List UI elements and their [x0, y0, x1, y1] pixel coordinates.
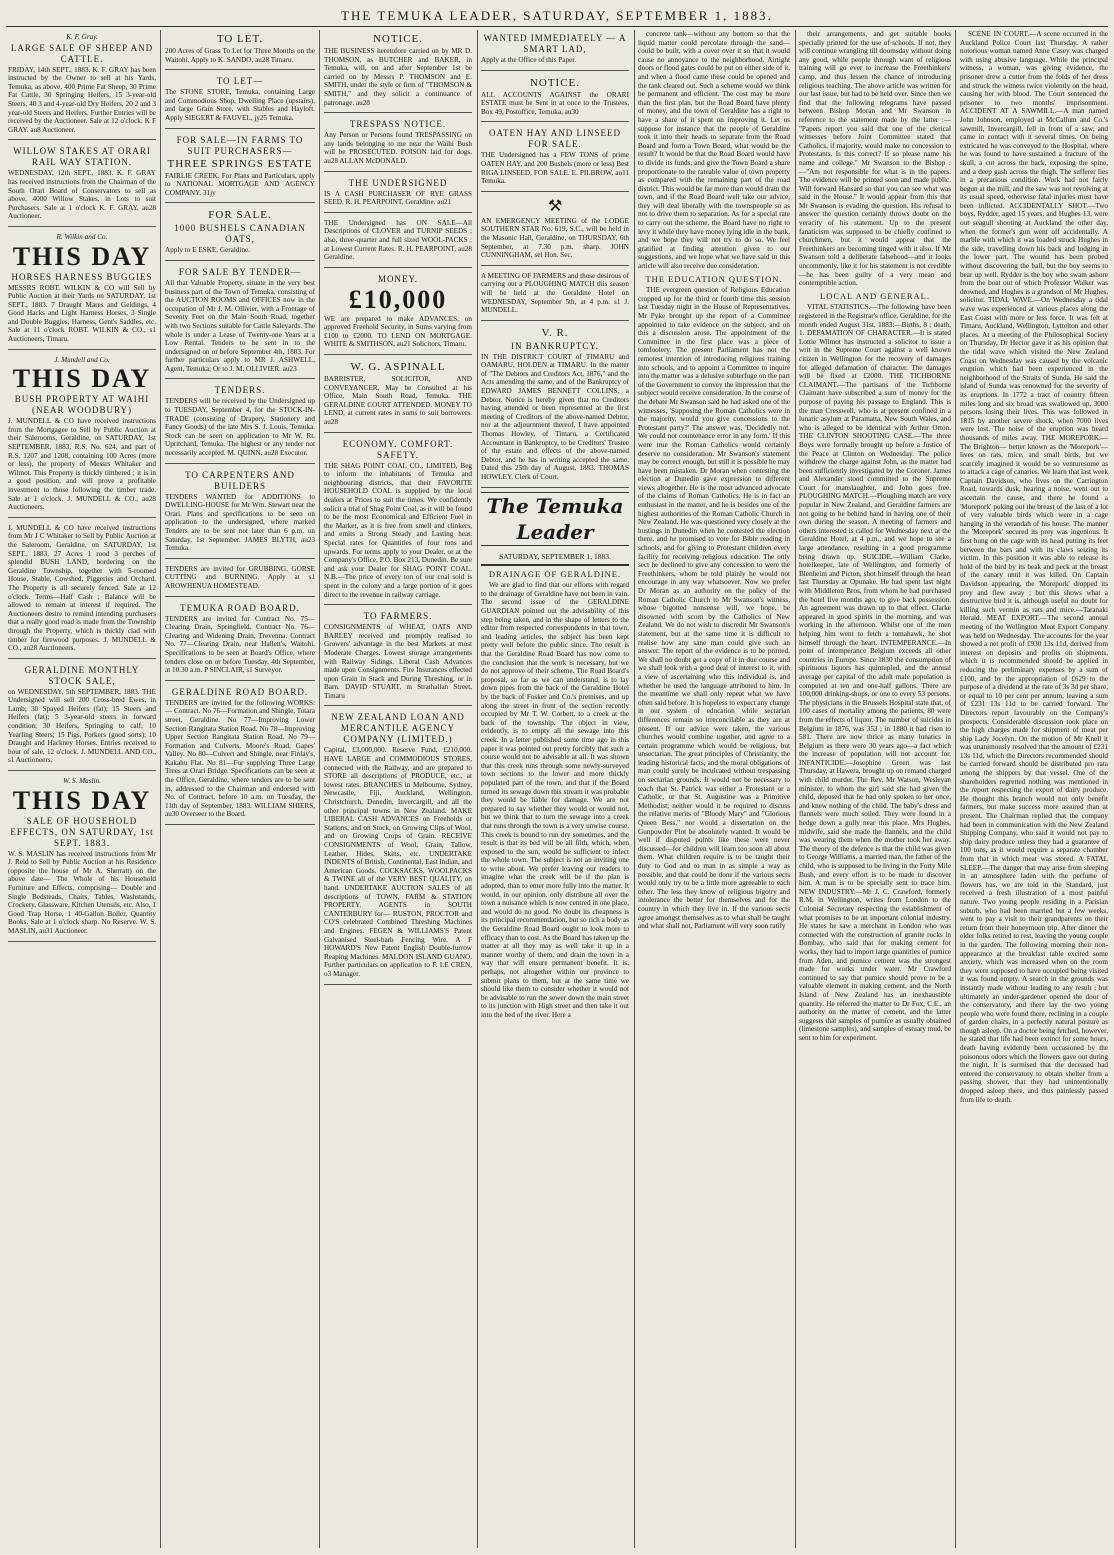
- ad-money: [324, 271, 472, 355]
- masonic-emblem-icon: ⚒: [547, 197, 563, 215]
- ad-body: J. MUNDELL & CO have received instructions from Mr J C Whitaker to Sell by Public Auction at the Saleroom, Geraldine, on SATURDAY, 1st SEPT., 1883, 27 Acres 1 rood 3 perches of splendid BUSH LAND, bordering on the Geraldine Township, together with 5-roomed House, Stable, Cowshed, Piggeries and Orchard. The Property is all securely fenced. Sale at 12 o'clock. Terms—Half Cash ; Balance will be allowed to remain at interest if required. The Auctioneers desire to remind intending purchasers that a really good road is made from the Township through the Property, which is thickly clad with timber for firewood purposes. J. MUNDELL & CO., au28 Auctioneers.: [8, 523, 156, 653]
- ad-body: THE Undersigned has ON SALE—All Descriptions of CLOVER and TURNIP SEEDS ; also, three-quarter and full sized WOOL-PACKS ; at Lowest Current Rates. R. H. PEARPOINT, au28 Geraldine.: [324, 218, 472, 262]
- column-4: [481, 30, 629, 1548]
- ad-aspinall: [324, 358, 472, 433]
- article-heading: LOCAL AND GENERAL.: [820, 290, 930, 301]
- ad-body: IS A CASH PURCHASER OF RYE GRASS SEED. R. H. PEARPOINT, Geraldine. au21: [324, 189, 472, 207]
- editorial-date: SATURDAY, SEPTEMBER 1, 1883.: [481, 553, 629, 566]
- ad-title: V. R.: [541, 326, 569, 339]
- ad-body: TENDERS are invited for GRUBBING, GORSE CUTTING and BURNING. Apply at s1 AROWHENUA HOMESTEAD.: [165, 564, 315, 590]
- column-divider: [795, 30, 796, 1548]
- ad-title: FOR SALE BY TENDER—: [178, 266, 302, 277]
- ad-title: TO CARPENTERS AND BUILDERS: [185, 469, 295, 491]
- ad-title: NOTICE.: [372, 33, 424, 45]
- ad-title: TO LET—: [216, 76, 264, 87]
- editorial-section: [481, 492, 629, 1020]
- ad-body: THE BUSINESS heretofore carried on by MR D. THOMSON, as BUTCHER and BAKER, in Temuka, will, on and after September 1st be carried on by Messrs P. THOMSON and E. SMITH, under the style or firm of "THOMSON & SMITH," and they solicit a continuance of patronage. au28: [324, 47, 472, 107]
- ad-geraldine-road-board: [165, 684, 315, 825]
- ad-body: TENDERS will be received by the Undersigned up to TUESDAY, September 4, for the STOCK-IN-TRADE (consisting of Drapery, Stationery and Fancy Goods) of the late Mrs S. J. Louis, Temuka. Stock can be seen on application to Mr W. Rt. Upritchard, Temuka. The highest or any tender not necessarily accepted. M. QUINN, au28 Executor.: [165, 397, 315, 458]
- ad-head: J. Mundell and Co.: [54, 355, 110, 364]
- column-7: [960, 30, 1108, 1548]
- ad-clover-seeds: [324, 216, 472, 268]
- column-2: [165, 30, 315, 1548]
- article-body: VITAL STATISTICS.—The following have been registered in the Registrar's office, Geraldine, for the month ended August 31st, 1883:—Births, 8 ; death, 1. DEFAMATION OF CHARACTER.—It is stated Lottie Wilmot has instructed a solicitor to issue a writ in the Supreme Court against a well known citizen in Wellington for the recovery of damages for alleged defamation of character. The damages will be fixed at £2000. THE TICHBORNE CLAIMANT.—The partisans of the Tichborne Claimant have subscribed a sum of money for the purpose of paying his passage to England. This is the man Cresswell, who is at present confined in a lunatic asylum at Paramatta, New South Wales, and who is alleged to be identical with Arthur Orton. THE CLINTON SHOOTING CASE.—The three Boys were formally brought up before a Justice of the Peace at Clinton on Wednesday. The police withdrew the charge against John, as the matter had been sufficiently investigated by the Coroner. James and Alexander stood committed to the Supreme Court for manslaughter, and John goes free. PLOUGHING MATCH.—Ploughing match are very popular in New Zealand, and Geraldine farmers are not going to be behind hand in having one of their own during the season. A meeting of farmers and others interested is called for Wednesday next at the Geraldine Hotel, at 4 p.m., and we hope to see a large attendance, resulting in a good programme being drawn up. SUICIDE.—William Clarke, hotelkeeper, late of Wellington, and formerly of Blenheim and Picton, shot himself through the heart last Thursday at Opunake. He had spent last night with Middleton Bros, from whom he had purchased the hotel five months ago, to give back possession. An agreement was drawn up to that effect. Clarke appeared in good spirits in the morning, and was working in the afternoon. Whilst one of the men helping him went to fetch a tomahawk, he shot himself through the heart. INTEMPERANCE.—In point of intemperance Belgium exceeds all other countries in Europe. Since 1830 the consumption of spirituous liquors has quintupled, and the annual average per capital of the adult male population is computed at ten and one-half gallons. There are 100,000 drinking-shops, or one to every 53 persons. The physicians in the Brussels Hospital state that, of 100 cases of mortality among the patients, 80 were from the effects of liquor. The number of suicides in Belgium in 1876, was 353 ; in 1880 it had risen to 581. There are now thrice as many lunatics in Belgium as there were 30 years ago—a fact which the increase of population will not account for. INFANTICIDE.—Josephine Green was last Thursday, at Hawera, brought up on remand charged with child murder. The Rev. Mr Watson, Wesleyan minister, to whom the girl said she had given the child, deposed that he had only spoken to her once, and knew nothing of the child. The baby's dress and flannels were much soiled. They were found in a hedge down a gully near this place. Mrs Hughes, midwife, said she made the flannels, and the child was wearing them when the mother took her away. The theory of the defence is that the child was given to George Williams, a married man, the father of the child, who is supposed to be living in the Forty Mile Bush, and every effort is to be made to discover him. A man is to be specially sent to trace him. NEW INDUSTRY.—Mr J. C. Crawford, formerly R.M. in Wellington, writes from London to the Colonial Secretary respecting the establishment of what promises to be an important colonial industry. He states he saw a merchant in London who was connected with the construction of granite rocks in Bombay, who said that for making cement for works, they had to import large quantities of pumice from Aden, and pumice cement was the strongest made for works under water. Mr Crawford continued to say that pumice should prove to be a valuable element in making cement, and the North Island of New Zealand has an inexhaustible quantity. He referred the matter to Dr Fox, C.E., an authority on the matter of cement, and the latter suggests that samples of pumice as usually obtained (limestone samples), and samples of estuary mud, be sent to him for experiment.: [799, 303, 951, 1042]
- ad-body: CONSIGNMENTS of WHEAT, OATS AND BARLEY received and promptly realised to Growers' advantage in the best Markets at most Moderate Charges. Lowest storage arrangements with Railway Sidings. Liberal Cash Advances made upon Consignments. Fire Insurances effected upon Grain in Stack and During Threshing, or in Barn. DAVID STUART, m Strathallan Street, Timaru: [324, 623, 472, 700]
- ad-shag-point-coal: [324, 436, 472, 606]
- ad-to-let-grass: [165, 30, 315, 70]
- ad-title: THE UNDERSIGNED: [348, 177, 448, 188]
- ad-title: GERALDINE ROAD BOARD.: [171, 686, 309, 697]
- ad-body: WEDNESDAY, 12th SEPT., 1883. K. F. GRAY has received instructions from the Chairman of the South Orari Board of Conservators to sell as above, 4000 Willow Stakes, in Lots to suit Purchasers. Sale at 1 o'clock K. F. GRAY, au28 Auctioneer.: [8, 169, 156, 221]
- ad-title: TEMUKA ROAD BOARD.: [180, 602, 300, 613]
- ad-subtitle: BUSH PROPERTY AT WAIHI (NEAR WOODBURY): [14, 394, 150, 416]
- ad-title: TO FARMERS.: [363, 611, 433, 622]
- column-1: [8, 30, 156, 1548]
- newspaper-title: The Temuka Leader: [481, 492, 629, 546]
- ad-stock-sale: [8, 662, 156, 771]
- ad-title: THIS DAY: [12, 241, 152, 271]
- ad-title: WANTED IMMEDIATELY — A SMART LAD,: [483, 33, 627, 54]
- column-3: [324, 30, 472, 1548]
- ad-subtitle: SALE OF HOUSEHOLD EFFECTS, ON SATURDAY, 1st SEPT. 1883.: [10, 815, 154, 848]
- article-heading: THE EDUCATION QUESTION.: [645, 273, 783, 284]
- column-divider: [319, 30, 320, 1548]
- article-body: their arrangements, and get suitable books specially printed for the use of schools. If not, they will continue wrangling till doomsday without doing any good, while people through want of religious training will go ever to increase the Freethinkers' camp, and thus lessen the chance of introducing religious teaching. The above article was written for our last issue, but had to be held over. Since then we find that the following telegrams have passed between Bishop Moran and Mr Swanson in reference to the statement made by the latter :— "Papers report you said that one of the clerical witnesses before Joint Committee stated that Catholics, if majority, would make no concession to Protestants. Is this correct? If so please name his name and college." Mr Swanson to the Bishop :—"Am not responsible for what is in the papers. The evidence will be printed soon and made public. Will forward Hansard so that you can see what was said in the House." It would appear from this that Mr Swanson is evading the question. His refusal to answer the question certainly throws doubt on the veracity of his statement. Up to the present fanaticism was supposed to be chiefly confined to churchmen, but it would appear that the Freethinkers are becoming tinged with it also. If Mr Swanson told a deliberate falsehood—and it looks uncommonly, like it for his statement is not credible—he has been guilty of a very mean and contemptible action.: [799, 30, 951, 288]
- ad-body: TENDERS are invited for Contract No. 75—Clearing Drain, Springfield. Contract No. 76—Clearing and Widening Drain, Trevenna. Contract No. 77—Clearing Drain, near Hallett's, Waitohi. Specifications to be seen at Board's Office, where tenders close on or before Tuesday, 4th September, at 10.30 a.m. P SINCLAIR, s1 Surveyor.: [165, 614, 315, 675]
- column-divider: [477, 30, 478, 1548]
- ad-willow-stakes: [8, 143, 156, 227]
- ad-head: W. S. Maslin.: [63, 777, 101, 786]
- ad-body: on WEDNESDAY, 5th SEPTEMBER, 1883. THE Undersigned will sell 200 Cross-bred Ewes, in Lamb; 30 Spayed Heifers (fat); 15 Steers and Heifers (fat); 5 3-year-old steers in forward condition; 30 Heifers, Springing to calf; 10 Yearling Steers; 15 Pigs, Porkers (good sorts); 10 Draught and Hackney Horses. Entries received to hour of sale, 12 o'clock. J. MUNDELL AND CO., s1 Auctioneers.: [8, 687, 156, 765]
- ad-title: NOTICE.: [529, 76, 581, 89]
- article-body: SCENE IN COURT.—A scene occurred in the Auckland Police Court last Thursday. A rather notorious woman named Anne Casey was charged with using abusive language. While the principal witness, a woman, was giving evidence, the prisoner drew a cutter from the folds of her dress and struck the witness twice violently on the head, causing her with blood. The Court sentenced the prisoner to two months' imprisonment. ACCIDENT AT A SAWMILL.—A man named John Johnson, employed at McCallum and Co.'s sawmill, Invercargill, fell in front of a saw, and came in contact with it several times. On being extricated he was conveyed to the Hospital, where he was found to have sustained a fracture of the skull, a cut across the back, exposing the spine, and a deep gash across the thigh. The sufferer lies in a precarious condition. Work had not fairly begun at the mill, and the saw was not revolving at its usual speed, otherwise fatal injuries must have been inflicted. ACCIDENTALLY SHOT.—Two boys, Rydder, aged 15 years, and Hughes 13, were out seagull shooting at Auckland the other day, when the former's gun went off accidentally. A marble with which it was loaded struck Hughes in the side, travelling down his back and lodging in the lower part. The wound has been probed without discovering the ball, but the boy seems to bear up well. Rydder is the boy who swam ashore from the boat out of which Professor Walker was drowned, and Hughes is a grandson of Mr Hughes, solicitor. TIDAL WAVE.—On Wednesday a tidal wave was experienced at various places along the East Coast with more or less force. It was felt at Timaru, Auckland, Wellington, Lyttelton and other places. At a meeting of the Philosophical Society on Thursday, Dr Hector gave it as his opinion that the tidal wave which visited the New Zealand Coast on Wednesday was caused by the volcanic eruption which had been experienced in the neighborhood of the Straits of Sunda. He said the island of Sunda was renowned for the severity of its eruptions. In 1772 a tract of country fifteen miles long and six broad was swallowed up, 3000 persons losing their lives. This was followed in 1815 by another severe shock, when 7000 lives were lost. The noise of the eruption was heard thousands of miles away. THE MOREPORK.—The Brighton— better known as the 'Morepork'—lives on rats, mice, and small birds, but we scarcely imagined it would be so venturesome as to attack a cage of canaries. We learn that last week Captain Davidson, who lives on the Carrington Road, towards dusk, hearing a noise, went out to ascertain the cause, and there he found a 'Morepork' poking out the breast of the last of a lot of very valuable birds which were in a cage hanging in the verandah of his house. The manner the 'Morepork' secured its prey was ingenious. It first hung on the cage with its head putting its feet between the bars and with its claws seizing its victim. In this position it was able to release its hold of the bird by its beak and peck at the breast of the canary until it was killed. On Captain Davidson appearing, the 'Morepork' dropped its prey and flew away ; but this shows what a destructive bird it is, although useful no doubt for killing such vermin as rats and mice.—Taranaki Herald. MEAT EXPORT.—The second annual meeting of the Wellington Meat Export Company was held on Wednesday. The accounts for the year showed a net profit of £930 13s 11d, derived from interest on deposits and profits on shipments, which it is recommended should be applied in reducing the preliminary expenses by a sum of £100, and by the appropriation of £629 to the purpose of a dividend at the rate of 3s 3d per share, or equal to 10 per cent per annum, leaving a sum of £231 13s 11d to be carried forward. The Directors report favourably on the Company's prospects. Considerable discussion took place on the high charges made for shipment of meat per ship Lady Jocelyn. On the motion of Mr Knell it was unanimously resolved that the amount of £231 13s 11d, which the Directors recommended should be carried forward should be distributed pro rata among the shippers by that vessel. One of the shareholders regretted nothing was mentioned in the report respecting the export of dairy produce. He thought this branch would not only benefit farmers, but make success more assured than at present. The Chairman replied that the company had been in communication with the New Zealand Shipping Company, who said it would not pay to ship dairy produce unless they had a guarantee of 100 tons, as it would require a separate chamber from that in which meat was stored. A FATAL SLEEP.—The danger that may arise from sleeping in an atmosphere laden with the perfume of flowers has, we are told in the Standard, just received a fresh illustration of a most painful nature. Two young people residing in a Parisian suburb, who had been married but a few weeks, went to pay a visit to their grandparents on their return from their honeymoon trip. After dinner the elder folks retired to rest, leaving the young couple in the garden. The following morning their non-appearance at the breakfast table excited some anxiety, which was increased when on the room they were supposed to have occupied being visited it was found empty. A search in the grounds was instantly made without leading to any result ; but ultimately an under-gardener opened the door of the conservatory, and there lay the two young people who were found there, reclining in a couple of garden chairs, in a perfectly natural posture as though asleep. On a doctor being fetched, however, he stated that life had been extinct for some hours, death having evidently been occasioned by the poisonous odors which the flowers gave out during the night. It is surmised that the deceased had entered the conservatory to obtain shelter from a passing shower, that they had unintentionally dropped asleep there, and thus painlessly passed from life to death.: [960, 30, 1108, 1104]
- ad-title: LARGE SALE OF SHEEP AND CATTLE.: [10, 42, 154, 64]
- ad-title: FOR SALE.: [208, 209, 272, 222]
- ad-body: ALL ACCOUNTS AGAINST the ORARI ESTATE must be Sent in at once to the Trustees, Box 49, Postoffice, Temuka, au30: [481, 90, 629, 116]
- ad-title: WILLOW STAKES AT ORARI RAIL WAY STATION.: [13, 146, 151, 168]
- ad-title: TO LET.: [216, 33, 264, 45]
- ad-subtitle: HORSES HARNESS BUGGIES: [11, 271, 153, 282]
- ad-body: WE are prepared to make ADVANCES, on approved Freehold Security, in Sums varying from £100 to £2000. TO LEND ON MORTGAGE. WHITE & SMITHSON, au21 Solicitors, Timaru.: [324, 314, 472, 349]
- masthead-text: THE TEMUKA LEADER, SATURDAY, SEPTEMBER 1, 1883.: [341, 8, 773, 23]
- ad-sale-by-tender: [165, 264, 315, 380]
- ad-title: OATEN HAY AND LINSEED FOR SALE.: [488, 128, 622, 150]
- ad-temuka-road-board: [165, 600, 315, 681]
- ad-body: TENDERS WANTED for ADDITIONS to DWELLING-HOUSE for Mr Wm. Stewart near the Orari. Plans and specifications to be seen on application to the undersigned, where marked Tenders are to be sent not later than 6 p.m. on Saturday, 1st September. JAMES BLYTH, au23 Temuka.: [165, 492, 315, 553]
- ad-wanted: [481, 30, 629, 71]
- ad-body: Any Person or Persons found TRESPASSING on any lands belonging to me near the Waihi Bush will be PROSECUTED. POISON laid for dogs. au28 ALLAN McDONALD.: [324, 131, 472, 165]
- ad-title: GERALDINE MONTHLY STOCK SALE,: [24, 664, 140, 686]
- ad-to-farmers: [324, 608, 472, 706]
- ad-body: J. MUNDELL & CO have received instructions from the Mortgagee to Sell by Public Auction at their Salerooms, Geraldine, on SATURDAY, 1st SEPTEMBER, 1883, R.S. No. 624, and part of R.S. 1207 and 1208, containing 100 Acres (more or less), the property of Messrs Whitaker and Wilmot. This Property is thickly timbered ; it is in a good position, and will prove a profitable investment to those following the timber trade. Sale at 1 o'clock. J. MUNDELL & CO., au28 Auctioneers.: [8, 417, 156, 512]
- ad-orari-notice: [481, 74, 629, 123]
- ad-household-effects: [8, 774, 156, 942]
- ad-masonic-meeting: [481, 195, 629, 266]
- article-body: We are glad to find that our efforts with regard to the drainage of Geraldine have not been in vain. The second issue of the GERALDINE GUARDIAN pointed out the advisability of this step being taken, and in the shape of letters to the editor from respected correspondents in that town, and leading articles, the subject has been kept pretty well before the public since. The result is that the Geraldine Road Board has now come to the conclusion that the work is necessary, but we do not approve of their scheme. The Road Board's proposal, so far as we can understand, is to lay down pipes from the back of the Geraldine Hotel by the back of Fosker and Co.'s premises, and up along the street in front of the section recently occupied by Mr T. W. Corbett, to a creek at the back of the township. The object in view, evidently, is to empty all the sewage into this creek. In a letter published some time ago in this paper it was pointed out pretty forcibly that such a course would not be advisable at all. It was shown that this creek runs through some newly-surveyed town sections to the lower and more thickly populated part of the town, and that if the Board turned its sewage down this stream it was probable they would be liable for damage. We are not prepared to say whether they would or would not, but we think that to turn the sewage into a creek that runs through the town is a very unwise course. This creek is bound to run dry sometimes, and the result is that its bed will be all filth, which, when exposed to the sun, would be sufficient to infect the whole town. The subject is not an inviting one to write about. We prefer leaving our readers to imagine what the creek will be if the plan is adopted, than to enter more fully into the matter. It would, in our opinion, only distribute all over the town a nuisance which is now centred in one place, and would do no good. No doubt its cheapness is its principal recommendation, but so rich a body as the Geraldine Road Board ought to look more to efficacy than to cost. As the Board has taken up the matter at all they may as well take it up in a manner worthy of them, and drain the town in a way that will ensure permanent benefit. It is, perhaps, not altogether within our province to submit plans to them, but at the same time we should like them to consider whether it would not be advisable to run the sewer down the main street to its junction with High street and then take it out into the bed of the river. Here a: [481, 581, 629, 1019]
- ad-body: Apply to E ESKE, Geraldine.: [165, 246, 251, 255]
- ad-bush-land: [8, 521, 156, 659]
- ad-body: Apply at the Office of this Paper.: [481, 56, 577, 64]
- ad-body: W. S. MASLIN has received instructions from Mr J. Reid to Sell by Public Auction at his Residence (opposite the house of Mr A. Sherratt) on the above date— The Whole of his Household Furniture and Effects, comprising— Double and Single Bedsteads, Chairs, Tables, Washstands, Crockery, Glassware, Kitchen Utensils, etc. Also, 1 Good Trap Horse, 1 40-Gallon Boiler, Quantity Books. Sale at 1 o'clock sharp. No Reserve. W. S. MASLIN, au31 Auctioneer.: [8, 849, 156, 935]
- masthead: [0, 4, 1114, 26]
- masthead-rule: [6, 26, 1108, 27]
- ad-grubbing: [165, 562, 315, 597]
- ad-oats: [165, 206, 315, 261]
- ad-body: All that Valuable Property, situate in the very best business part of the Town of Temuka, consisting of the AUCTION ROOMS and OFFICES now in the occupation of Mr J. M. Ollivier, with a Frontage of Seventy Feet on the Main South Road, together with two Sections suitable for Cattle Saleyards. The whole is under a Lease of Twenty-one Years at a Low Rental. Tenders to be sent in to the undersigned on or before September 4th, 1883. For further particulars apply to MR J. ASHWELL, Agent, Temuka; Or to J. M. OLLIVIER. au23: [165, 278, 315, 373]
- ad-body: TENDERS are invited for the following WORKS:— Contract. No 76—Formation and Shingle, Totara street, Geraldine. No 77—Improving Lower Section Rangitata Station Road. No 78—Improving Upper Section Rangitata Station Road. No 79—Formation and Culverts, Moore's Road, Gapes' Valley. No 80—Culvert and Shingle, near Finlay's, Kakahu Flat. No 81—For supplying Three Large Trees at Orari Bridge. Specifications can be seen at the Office, Geraldine, where tenders are to be sent in, addressed to the Chairman and endorsed with No. of Contract, before 10 a.m. on Tuesday, the 11th day of September, 1883. WILLIAM SHIERS, au30 Overseer to the Board.: [165, 698, 315, 819]
- ad-stone-store: [165, 73, 315, 128]
- column-5: [638, 30, 790, 1548]
- ad-title: TENDERS.: [214, 385, 266, 396]
- ad-body: A MEETING OF FARMERS and those desirous of carrying out a PLOUGHING MATCH this season will be held at the Geraldine Hotel on WEDNESDAY, September 5th, at 4 p.m. s1 J. MUNDELL.: [481, 271, 629, 315]
- ad-nz-loan: [324, 709, 472, 984]
- ad-bush-property: [8, 353, 156, 518]
- ad-title: MONEY.: [377, 273, 419, 284]
- ad-tenders: [165, 382, 315, 463]
- ad-bankruptcy: [481, 324, 629, 488]
- ad-body: FAIRLIE CREEK. For Plans and Particulars, apply to NATIONAL MORTGAGE AND AGENCY COMPANY. 31jy: [165, 171, 315, 197]
- ad-body: THE SHAG POINT COAL CO., LIMITED, Beg to inform the inhabitants of Temuka and neighbouring districts, that their FAVORITE HOUSEHOLD COAL is supplied by the local dealers at Prices to suit the times. We confidently solicit a trial of Shag Point Coal, as it will be found to be the most Economical and Efficient Fuel in the Market, as it is free from smell and clinkers, and emits a Strong Steady and Lasting heat. Special rates for Quantities of four tons and upwards. For terms apply to your Dealer, or at the Company's Office, P.O. Box 213, Dunedin. Be sure and ask your Dealer for SHAG POINT COAL. N.B.—The price of every ton of our coal sold is spent in the colony and a large portion of it goes direct to the revenue in railway carriage.: [324, 461, 472, 599]
- ad-body: FRIDAY, 14th SEPT., 1883. K. F. GRAY has been instructed by the Owner to sell at his Yards, Temuka, as above, 400 Prime Fat Sheep, 30 Prime Fat Cattle, 30 Springing Heifers, 15 3-year-old Steers, 40 3 and 4-year-old Dry Heifers, 20 2 and 3 year-old Steers and Heifers. Further Entries will be received by the Auctioneer. Sale at 12 o'clock. K F GRAY. au8 Auctioneer.: [8, 65, 156, 134]
- ad-trespass: [324, 116, 472, 171]
- ad-notice-butcher: [324, 30, 472, 113]
- column-6: [799, 30, 951, 1548]
- ad-body: 200 Acres of Grass To Let for Three Months on the Waitohi. Apply to K. SANDO, au28 Timaru.: [165, 47, 315, 64]
- ad-title: THIS DAY: [12, 785, 152, 815]
- ad-title: NEW ZEALAND LOAN AND MERCANTILE AGENCY COMPANY (LIMITED.): [331, 712, 465, 745]
- ad-head: K. F. Gray.: [66, 33, 98, 41]
- article-heading: DRAINAGE OF GERALDINE.: [488, 568, 622, 579]
- ad-title: FOR SALE—IN FARMS TO SUIT PURCHASERS—: [176, 134, 304, 156]
- ad-amount: £10,000: [348, 284, 448, 314]
- ad-carpenters: [165, 467, 315, 559]
- ad-body: AN EMERGENCY MEETING of the LODGE SOUTHERN STAR No. 619, S.C., will be held in the Masonic Hall, Geraldine, on THURSDAY, 6th September, at 7.30 p.m. sharp. JOHN CUNNINGHAM, sel Hon. Sec.: [481, 216, 629, 260]
- ad-subtitle: THREE SPRINGS ESTATE: [167, 157, 313, 170]
- ad-body: IN THE DISTRICT COURT of TIMARU and OAMARU, HOLDEN at TIMARU. In the matter of "The Debtors and Creditors Act, 1876," and the Acts amending the same, and of the Bankruptcy of EDWARD JAMES BENNETT COLLINS, a Debtor. Notice is hereby given that no Creditors having attended or been represented at the first meeting of Creditors of the above-named Debtor, nor at the adjournment thereof, I have appointed Thomas Howley, of Timaru, a Certificated Accountant in Bankruptcy, to be Creditors' Trustee of the estate and effects of the above-named Debtor, and he has in writing accepted the same. Dated this 25th day of August, 1883. THOMAS HOWLEY. Clerk of Court.: [481, 352, 629, 481]
- ad-oaten-hay: [481, 125, 629, 191]
- ad-body: MESSRS ROBT. WILKIN & CO will Sell by Public Auction at their Yards on SATURDAY, 1st SEPT., 1883. 7 Draught Mares and Geldings, 4 Good Hacks and Light Harness Horses, 3 Single and Double Buggies, Harness, Gent's Saddles, etc. Sale at 11 o'clock ROBT. WILKIN & CO., s1 Auctioneers, Timaru.: [8, 283, 156, 344]
- ad-body: THE Undersigned has a FEW TONS of prime OATEN HAY, and 200 Bushels (more or less) Best RIGA LINSEED, FOR SALE. E. PILBROW, au11 Temuka.: [481, 151, 629, 186]
- column-divider: [160, 30, 161, 1548]
- ad-title: W. G. ASPINALL: [350, 361, 446, 374]
- column-divider: [955, 30, 956, 1548]
- ad-title: TRESPASS NOTICE.: [349, 119, 447, 130]
- ad-subtitle: IN BANKRUPTCY.: [511, 340, 599, 351]
- ad-three-springs: [165, 132, 315, 204]
- ad-subtitle: 1000 BUSHELS CANADIAN OATS,: [174, 223, 306, 245]
- ad-sheep-cattle: [8, 30, 156, 140]
- ad-title: THIS DAY: [12, 364, 152, 394]
- column-divider: [634, 30, 635, 1548]
- ad-head: R. Wilkin and Co.: [56, 232, 108, 241]
- ad-wilkin-horses: [8, 230, 156, 350]
- ad-body: BARRISTER, SOLICITOR, AND CONVEYANCER. May be Consulted at his Office, Main South Road, Temuka. THE GERALDINE COURT ATTENDED. MONEY TO LEND, at current rates in sums to suit borrowers. au28: [324, 375, 472, 427]
- article-body: concrete tank—without any bottom so that the liquid matter could percolate through the sand—could be built, with a cover over it so that it would cause no annoyance to the neighborhood. Airtight doors or flood gates could be put on either side of it, and when a flood came these could be opened and the tank cleared out. Such a scheme would we think be permanent and efficient. The cost may be more than the first plan, but the Road Board have plenty of money, and the town of Geraldine has a right to have a share of it spent on improving it. Let us suppose for instance that the people of Geraldine took it into their heads to separate from the Road Board and form a Town Board, what would be the result? It would be that the Road Board would have to divide its funds, and give the Town Board a share proportionate to the rateable value of town property as compared with the remaining part of the road district. This would be far more than would drain the town, and if the Road Board well take our advice, they will deal liberally with the townspeople so as not to drive them to separation. As for a special rate to carry out the scheme, the Board have no right to levy it while they have money lying idle in the bank, and we hope they will not try to do so. We feel gratified at finding attention given to our suggestions, and we hope what we have said in this article will also receive due consideration.: [638, 30, 790, 271]
- ad-title: ECONOMY. COMFORT. SAFETY.: [342, 438, 454, 460]
- article-body: THE evergreen question of Religious Education cropped up for the third or fourth time this session last Tuesday night in the House of Representatives. Mr Pyke brought up the report of a Committee appointed to take evidence on the subject, and on this a discussion arose. The appointment of the Committee in the first place was a piece of tomfoolery. The present Parliament has not the remotest intention of introducing religious training into schools, and to appoint a Committee to inquire into the matter was a delusive subterfuge on the part of the Government to convey the impression that the subject would receive consideration. In the course of the debate Mr Swanson said he had asked one of the witnesses, 'Supposing the Roman Catholics were in the majority, would you give concessions to the Protestant party?' The answer was, 'Decidedly not. We could not countenance error in any form.' If this were true the Roman Catholics would certainly deserve no consideration. Mr Swanson's statement may be correct enough, but still it is possible he may have been mistaken. Dr Moran when contesting the election at Dunedin gave expression to different views altogether. He is the most advanced advocate of the claims of Roman Catholics. He is in fact an enthusiast in the matter, and he is besides one of the highest authorities of the Roman Catholic Church in New Zealand. He was questioned very closely at the hustings in Dunedin when he contested the election there, and he promised to vote for Bible reading in schools, and for giving to Protestant children every facility for receiving religious education. The only sect he declined to give any concession to were the Freethinkers, whom he told plainly he would not encourage in any way whatsoever. Now we prefer Dr Moran as an authority on the policy of the Roman Catholic Church to Mr Swanson's witness, whose bigotted nonsense will, we hope, be disowned with scorn by the Catholics of New Zealand. We do not wish to discredit Mr Swanson's statement, but at the same time it is difficult to realise how any sane man could give such an answer. The report of the evidence is to be printed. We shall no doubt get a copy of it in due course and we shall look with a good deal of interest to it, with a view of ascertaining who this individual is, and whether he used the language attributed to him. In the meantime we shall only repeat what we have often said before. It is hopeless to expect any change in our system of education while sectarian differences remain so irreconcilable as they are at present. If our advice were taken, the various churches would combine together, and agree to a certain programme which would be religious, but unsectarian. The great principles of Christianity, the leading historical facts, and the moral obligations of man could surely be inculcated without trespassing on sectarian grounds. It would not be necessary to teach that St. Patrick was either a Protestant or a Catholic, or that St. Augustine was a Primitive Methodist; neither would it be required to discuss the relative merits of "Bloody Mary" and "Glorious Queen Bess," nor would a dissertation on the Gunpowder Plot be absolutely wanted. It would be well if disputed points like these were never discussed—for children will learn too soon all about them. What children require is to be taught their duty to God and to man in as simple a way as possible, and that could be done if the various sects would only try to be a little more agreeable to each other. The less they know of religious bigotry and intolerance the better for themselves and for the country in which they live in. If the various sects agree amongst themselves as to what shall be taught and what shall not, Parliament will very soon ratify: [638, 286, 790, 931]
- ad-cash-purchaser: [324, 175, 472, 213]
- ad-body: Capital, £3,000,000. Reserve Fund, £210,000. HAVE LARGE and COMMODIOUS STORES, connected with the Railway, and are prepared to STORE all descriptions of PRODUCE, etc., at lowest rates. BRANCHES in Melbourne, Sydney, Newcastle, Fiji, Auckland, Wellington, Christchurch, Dunedin, Invercargill, and all the other principal towns in New Zealand. MAKE LIBERAL CASH ADVANCES on Freeholds or Stations, and on Stock, on Growing Clips of Wool, and on Growing Crops of Grain. RECEIVE CONSIGNMENTS of Wool, Grain, Tallow, Leather, Hides, Skins, etc. UNDERTAKE INDENTS of British, Continental, East Indian, and American Goods. COCKSACKS, WOOLPACKS & TWINE all of the VERY BEST QUALITY, on hand. UNDERTAKE AUCTION SALES of all descriptions of TOWN, FARM & STATION PROPERTY. AGENTS in SOUTH CANTERBURY for— RUSTON, PROCTOR and CO'S celebrated Combined Threshing Machines and Engines. FEGEN & WILLIAMS'S Patent Galvanised Steel-barb Fencing Wire. A F HOWARD'S New Patent English Double-furrow Reaping Machines. MALDON ISLAND GUANO. Further particulars on application to F. LE CREN, o3 Manager.: [324, 746, 472, 978]
- ad-body: The STONE STORE, Temuka, containing Large and Commodious Shop, Dwelling Place (upstairs), and large Grain Store, with Stables and Hayloft. Apply SIEGERT & FAUVEL, jy25 Temuka.: [165, 88, 315, 122]
- ad-ploughing-meeting: [481, 269, 629, 321]
